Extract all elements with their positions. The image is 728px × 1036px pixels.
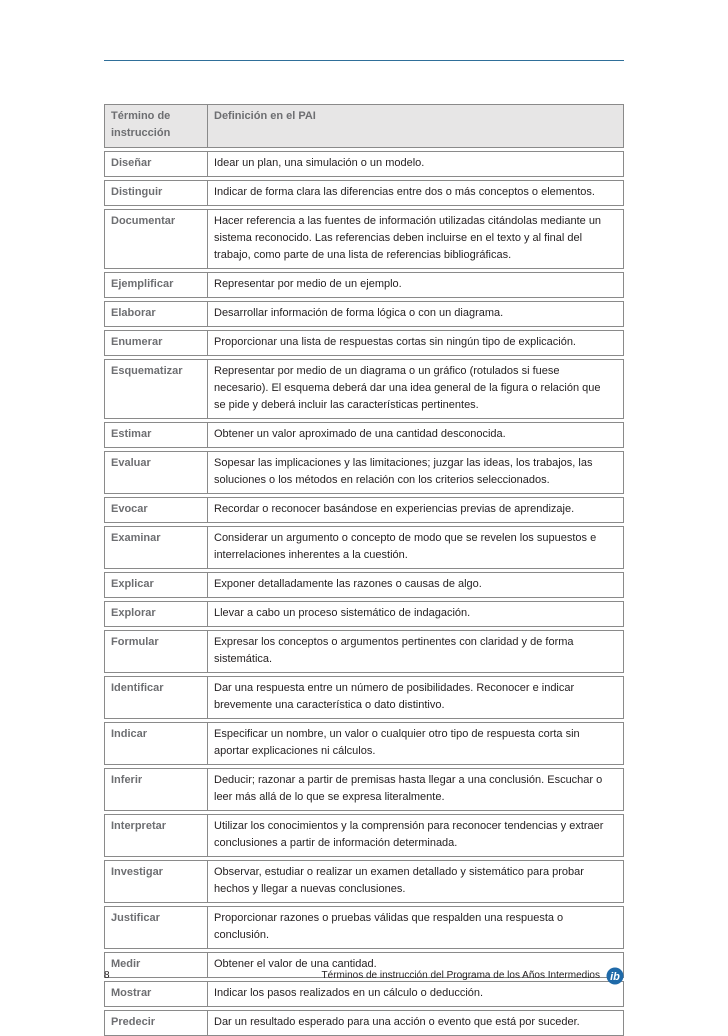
definition-cell: Dar un resultado esperado para una acción o evento que está por suceder. xyxy=(208,1011,624,1036)
term-cell: Justificar xyxy=(105,907,208,949)
term-cell: Esquematizar xyxy=(105,360,208,419)
footer-title: Términos de instrucción del Programa de los Años Intermedios xyxy=(321,970,600,981)
header-definition: Definición en el PAI xyxy=(208,105,624,148)
definition-cell: Expresar los conceptos o argumentos pertinentes con claridad y de forma sistemática. xyxy=(208,631,624,673)
table-row xyxy=(105,423,624,448)
term-cell: Interpretar xyxy=(105,815,208,857)
term-cell: Formular xyxy=(105,631,208,673)
term-cell: Elaborar xyxy=(105,302,208,327)
table-row xyxy=(105,498,624,523)
term-cell: Ejemplificar xyxy=(105,273,208,298)
definition-cell: Recordar o reconocer basándose en experiencias previas de aprendizaje. xyxy=(208,498,624,523)
term-cell: Inferir xyxy=(105,769,208,811)
table-row xyxy=(105,152,624,177)
definition-cell: Proporcionar razones o pruebas válidas que respalden una respuesta o conclusión. xyxy=(208,907,624,949)
definition-cell: Deducir; razonar a partir de premisas hasta llegar a una conclusión. Escuchar o leer más allá de lo que se expresa literalmente. xyxy=(208,769,624,811)
term-cell: Investigar xyxy=(105,861,208,903)
header-term: Término de instrucción xyxy=(105,105,208,148)
table-row xyxy=(105,631,624,673)
definition-cell: Especificar un nombre, un valor o cualquier otro tipo de respuesta corta sin aportar explicaciones ni cálculos. xyxy=(208,723,624,765)
term-cell: Medir xyxy=(105,953,208,978)
term-cell: Examinar xyxy=(105,527,208,569)
definition-cell: Utilizar los conocimientos y la comprensión para reconocer tendencias y extraer conclusiones a partir de información determinada. xyxy=(208,815,624,857)
table-row xyxy=(105,861,624,903)
ib-logo-text: ib xyxy=(610,971,620,983)
table-row xyxy=(105,210,624,269)
command-terms-table xyxy=(104,104,624,1036)
table-row xyxy=(105,677,624,719)
page-footer xyxy=(104,968,624,984)
table-row xyxy=(105,982,624,1007)
term-cell: Documentar xyxy=(105,210,208,269)
term-cell: Enumerar xyxy=(105,331,208,356)
term-cell: Evaluar xyxy=(105,452,208,494)
table-row xyxy=(105,769,624,811)
definition-cell: Representar por medio de un ejemplo. xyxy=(208,273,624,298)
table-row xyxy=(105,527,624,569)
page-number: 8 xyxy=(104,970,110,981)
definition-cell: Desarrollar información de forma lógica o con un diagrama. xyxy=(208,302,624,327)
definition-cell: Indicar los pasos realizados en un cálculo o deducción. xyxy=(208,982,624,1007)
definition-cell: Indicar de forma clara las diferencias entre dos o más conceptos o elementos. xyxy=(208,181,624,206)
table-row xyxy=(105,452,624,494)
term-cell: Explicar xyxy=(105,573,208,598)
table-row xyxy=(105,1011,624,1036)
term-cell: Evocar xyxy=(105,498,208,523)
table-row xyxy=(105,723,624,765)
term-cell: Distinguir xyxy=(105,181,208,206)
definition-cell: Idear un plan, una simulación o un modelo. xyxy=(208,152,624,177)
table-row xyxy=(105,331,624,356)
term-cell: Diseñar xyxy=(105,152,208,177)
definition-cell: Llevar a cabo un proceso sistemático de indagación. xyxy=(208,602,624,627)
table-row xyxy=(105,181,624,206)
term-cell: Predecir xyxy=(105,1011,208,1036)
table-row xyxy=(105,602,624,627)
top-rule xyxy=(104,60,624,61)
definition-cell: Dar una respuesta entre un número de posibilidades. Reconocer e indicar brevemente una característica o dato distintivo. xyxy=(208,677,624,719)
table-row xyxy=(105,273,624,298)
definition-cell: Obtener el valor de una cantidad. xyxy=(208,953,624,978)
definition-cell: Exponer detalladamente las razones o causas de algo. xyxy=(208,573,624,598)
definition-cell: Hacer referencia a las fuentes de información utilizadas citándolas mediante un sistema reconocido. Las referencias deben incluirse en el texto y al final del trabajo, como parte de una lista de referencias bibliográficas. xyxy=(208,210,624,269)
term-cell: Explorar xyxy=(105,602,208,627)
table-row xyxy=(105,815,624,857)
definition-cell: Observar, estudiar o realizar un examen detallado y sistemático para probar hechos y llegar a nuevas conclusiones. xyxy=(208,861,624,903)
definition-cell: Sopesar las implicaciones y las limitaciones; juzgar las ideas, los trabajos, las soluciones o los métodos en relación con los criterios seleccionados. xyxy=(208,452,624,494)
term-cell: Estimar xyxy=(105,423,208,448)
definition-cell: Representar por medio de un diagrama o un gráfico (rotulados si fuese necesario). El esquema deberá dar una idea general de la figura o relación que se pide y deberá incluir las características pertinentes. xyxy=(208,360,624,419)
definition-cell: Proporcionar una lista de respuestas cortas sin ningún tipo de explicación. xyxy=(208,331,624,356)
table-header-row xyxy=(105,105,624,148)
table-row xyxy=(105,360,624,419)
table-row xyxy=(105,302,624,327)
table-row xyxy=(105,573,624,598)
table-row xyxy=(105,907,624,949)
term-cell: Mostrar xyxy=(105,982,208,1007)
term-cell: Identificar xyxy=(105,677,208,719)
definition-cell: Considerar un argumento o concepto de modo que se revelen los supuestos e interrelaciones inherentes a la cuestión. xyxy=(208,527,624,569)
definition-cell: Obtener un valor aproximado de una cantidad desconocida. xyxy=(208,423,624,448)
term-cell: Indicar xyxy=(105,723,208,765)
ib-logo-icon xyxy=(606,967,624,985)
